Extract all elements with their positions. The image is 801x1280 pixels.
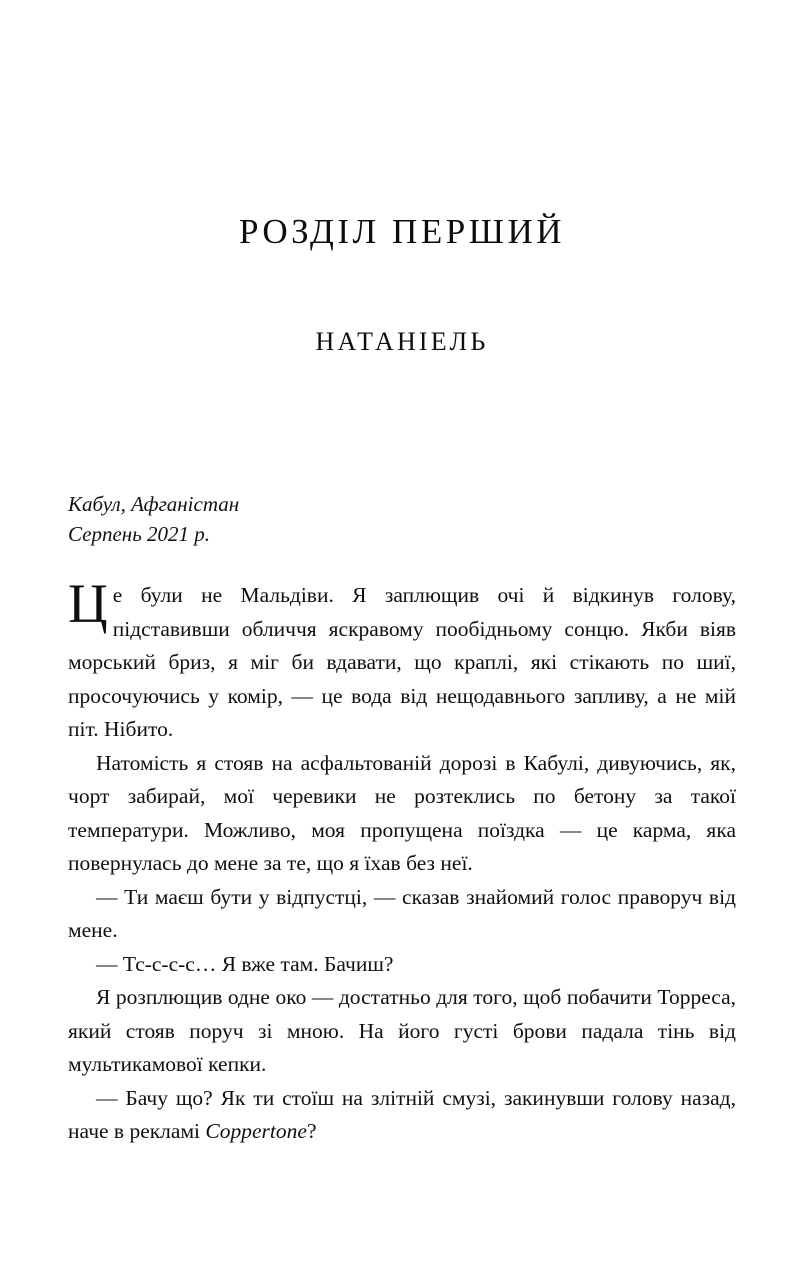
- paragraph-text: Я розплющив одне око — достатньо для того, щоб побачити Торреса, який стояв поруч зі мною. На його густі брови падала тінь від мультикамової кепки.: [68, 985, 736, 1076]
- paragraph: [68, 747, 736, 881]
- dateline-place: Кабул, Афганістан: [68, 492, 240, 516]
- paragraph-text: — Тс-с-с-с… Я вже там. Бачиш?: [96, 951, 394, 976]
- page-content: [68, 0, 736, 1280]
- paragraph: [68, 881, 736, 948]
- paragraph-text: Натомість я стояв на асфальтованій дорозі в Кабулі, дивуючись, як, чорт забирай, мої черевики не розтеклись по бетону за такої температури. Можливо, моя пропущена поїздка — це карма, яка повернулась до мене за те, що я їхав без неї.: [68, 750, 736, 875]
- body-text: [68, 573, 736, 1149]
- paragraph: [68, 948, 736, 982]
- paragraph-text: е були не Мальдіви. Я заплющив очі й відкинув голову, підставивши обличчя яскравому пообідньому сонцю. Якби віяв морський бриз, я міг би вдавати, що краплі, які стікають по шиї, просочуючись у комір, — це вода від нещодавнього запливу, а не мій піт. Нібито.: [68, 583, 736, 741]
- brand-name-italic: Coppertone: [205, 1119, 307, 1143]
- paragraph-text: — Бачу що? Як ти стоїш на злітній смузі, закинувши голову назад, наче в рекламі: [68, 1085, 736, 1143]
- dateline: [68, 489, 736, 549]
- paragraph: [68, 573, 736, 747]
- paragraph: [68, 981, 736, 1082]
- paragraph-text-tail: ?: [306, 1119, 317, 1143]
- dateline-date: Серпень 2021 р.: [68, 522, 211, 546]
- paragraph: [68, 1082, 736, 1149]
- chapter-subtitle: НАТАНІЕЛЬ: [315, 327, 489, 356]
- paragraph-text: — Ти маєш бути у відпустці, — сказав знайомий голос праворуч від мене.: [68, 884, 736, 942]
- drop-cap: Ц: [68, 573, 108, 634]
- chapter-title: РОЗДІЛ ПЕРШИЙ: [238, 212, 566, 251]
